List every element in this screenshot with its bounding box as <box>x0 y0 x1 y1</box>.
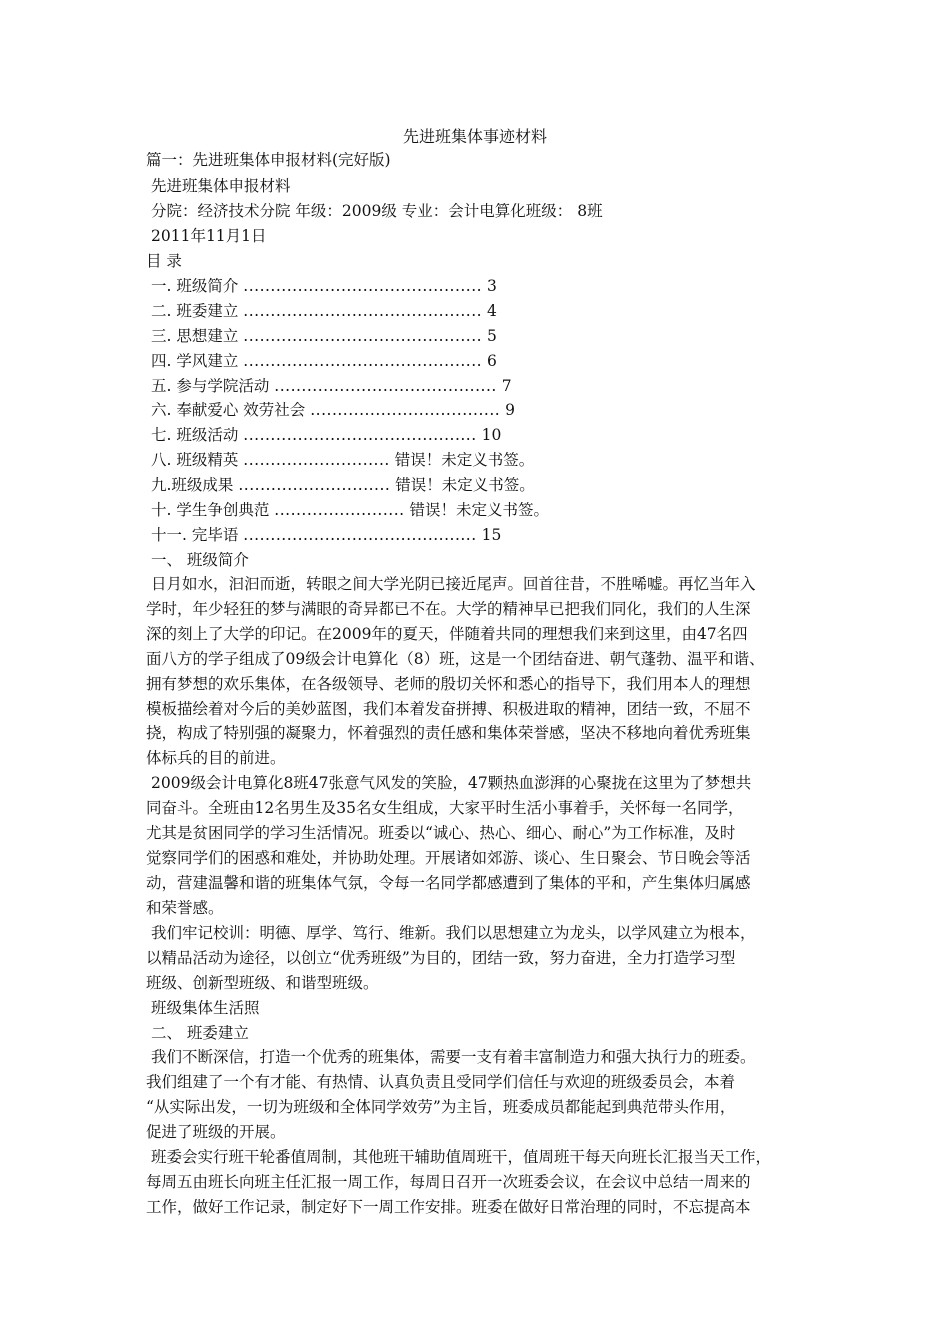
toc-entry[interactable]: 一. 班级简介 ............................................ 3 <box>151 277 497 295</box>
date-line: 2011年11月1日 <box>151 227 267 245</box>
photo-caption: 班级集体生活照 <box>151 999 260 1017</box>
paragraph: 我们牢记校训：明德、厚学、笃行、维新。我们以思想建立为龙头，以学风建立为根本， 以精品活动为途径，以创立“优秀班级”为目的，团结一致，努力奋进，全力打造学习型 班级、创新型班级、和谐型班级。 <box>146 924 756 992</box>
cover-title: 先进班集体申报材料 <box>151 177 291 195</box>
toc-entry[interactable]: 十一. 完毕语 ........................................... 15 <box>151 526 502 544</box>
paragraph: 2009级会计电算化8班47张意气风发的笑脸，47颗热血澎湃的心聚拢在这里为了梦想共 同奋斗。全班由12名男生及35名女生组成，大家平时生活小事着手，关怀每一名同学， 尤其是贫困同学的学习生活情况。班委以“诚心、热心、细心、耐心”为工作标准，及时 觉察同学们的困惑和难处，并协助处理。开展诸如郊游、谈心、生日聚会、节日晚会等活 动，营建温馨和谐的班集体气氛，令每一名同学都感遭到了集体的平和，产生集体归属感 和荣誉感。 <box>146 774 752 917</box>
paragraph: 日月如水，汩汩而逝，转眼之间大学光阴已接近尾声。回首往昔，不胜唏嘘。再忆当年入 学时，年少轻狂的梦与满眼的奇异都已不在。大学的精神早已把我们同化，我们的人生深 深的刻上了大学的印记。在2009年的夏天，伴随着共同的理想我们来到这里，由47名四 面八方的学子组成了09级会计电算化（8）班，这是一个团结奋进、朝气蓬勃、温平和谐、 拥有梦想的欢乐集体，在各级领导、老师的殷切关怀和悉心的指导下，我们用本人的理想 模板描绘着对今后的美妙蓝图，我们本着发奋拼搏、积极进取的精神，团结一致，不屈不 挠，构成了特别强的凝聚力，怀着强烈的责任感和集体荣誉感，坚决不移地向着优秀班集 体标兵的目的前进。 <box>146 575 765 768</box>
document-title: 先进班集体事迹材料 <box>402 127 547 146</box>
toc-entry[interactable]: 六. 奉献爱心 效劳社会 ................................... 9 <box>151 401 515 419</box>
toc-entry[interactable]: 二. 班委建立 ............................................ 4 <box>151 302 497 320</box>
info-line: 分院：经济技术分院 年级：2009级 专业：会计电算化班级： 8班 <box>151 202 603 220</box>
toc-entry[interactable]: 十. 学生争创典范 ........................ 错误！未定义书签。 <box>151 501 549 519</box>
paragraph: 我们不断深信，打造一个优秀的班集体，需要一支有着丰富制造力和强大执行力的班委。 我们组建了一个有才能、有热情、认真负责且受同学们信任与欢迎的班级委员会，本着 “从实际出发，一切为班级和全体同学效劳”为主旨，班委成员都能起到典范带头作用， 促进了班级的开展。 <box>146 1048 756 1141</box>
section-heading: 二、 班委建立 <box>151 1024 249 1042</box>
toc-entry[interactable]: 八. 班级精英 ........................... 错误！未定义书签。 <box>151 451 535 469</box>
toc-entry[interactable]: 四. 学风建立 ............................................ 6 <box>151 352 497 370</box>
section-heading: 一、 班级简介 <box>151 551 249 569</box>
subtitle: 篇一：先进班集体申报材料(完好版) <box>146 151 391 169</box>
toc-entry[interactable]: 五. 参与学院活动 ......................................... 7 <box>151 377 512 395</box>
toc-entry[interactable]: 七. 班级活动 ........................................... 10 <box>151 426 502 444</box>
toc-heading: 目 录 <box>146 252 182 270</box>
toc-entry[interactable]: 九.班级成果 ............................ 错误！未定义书签。 <box>151 476 535 494</box>
toc-entry[interactable]: 三. 思想建立 ............................................ 5 <box>151 327 497 345</box>
paragraph: 班委会实行班干轮番值周制，其他班干辅助值周班干，值周班干每天向班长汇报当天工作， 每周五由班长向班主任汇报一周工作，每周日召开一次班委会议，在会议中总结一周来的 工作，做好工作记录，制定好下一周工作安排。班委在做好日常治理的同时，不忘提高本 <box>146 1148 772 1216</box>
